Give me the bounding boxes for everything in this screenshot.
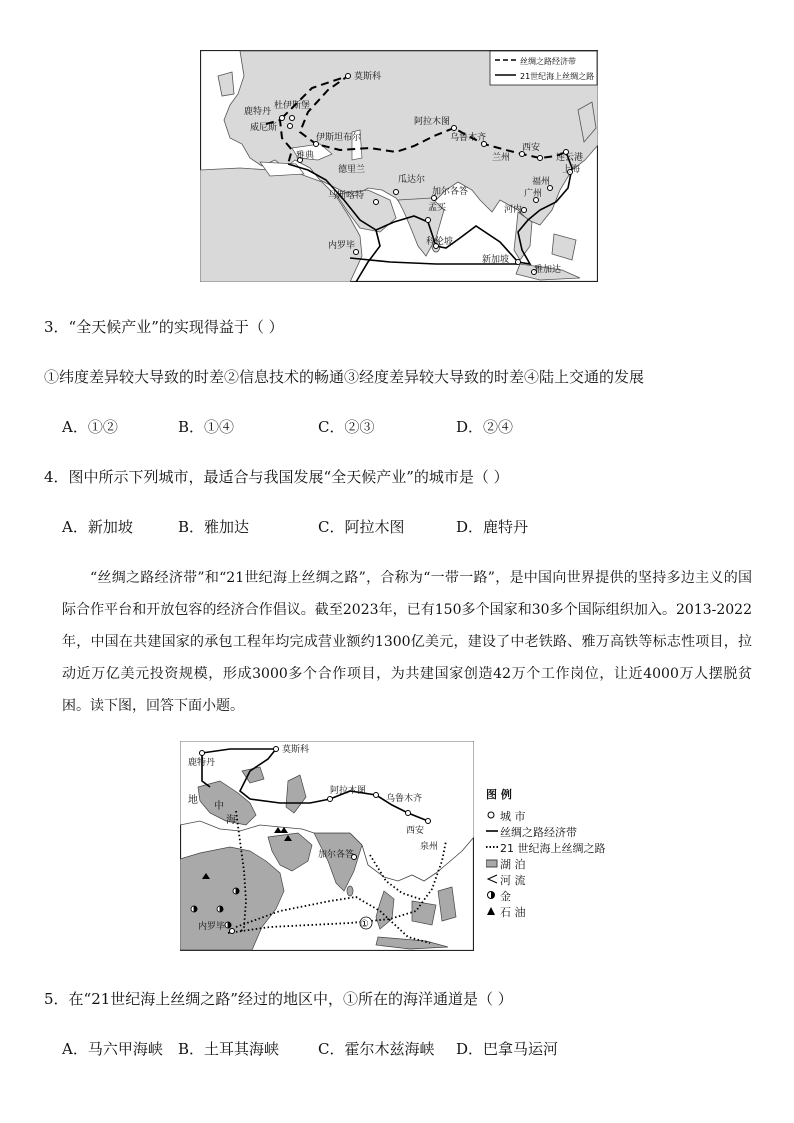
q4-option-d[interactable]: D．鹿特丹	[456, 518, 529, 536]
q3-option-b[interactable]: B．①④	[178, 418, 235, 436]
map2-legend-label: 金	[500, 890, 511, 903]
map2-sea-label-1: 地	[188, 795, 198, 806]
map2-city-xian: 西安	[406, 826, 425, 836]
dotted-line-icon	[486, 842, 500, 855]
passage-paragraph: “丝绸之路经济带”和“21世纪海上丝绸之路”，合称为“一带一路”，是中国向世界提供的坚持多边主义的国际合作平台和开放包容的经济合作倡议。截至2023年，已有150多个国家和30多个国际组织加入。2013-2022年，中国在共建国家的承包工程年均完成营业额约1300亿美元，建设了中老铁路、雅万高铁等标志性项目，拉动近万亿美元投资规模，形成3000多个合作项目，为共建国家创造42万个工作岗位，让近4000万人摆脱贫困。读下图，回答下面小题。	[62, 570, 752, 714]
silk-road-map-2	[180, 741, 474, 951]
q4-option-c[interactable]: C．阿拉木图	[318, 518, 405, 536]
map1-city-duisburg: 杜伊斯堡	[274, 101, 311, 111]
map2-sea-label-2: 中	[214, 801, 224, 812]
map2-legend-label: 21 世纪海上丝绸之路	[500, 842, 606, 855]
map1-legend-land: 丝绸之路经济带	[520, 57, 576, 66]
map2-city-rotterdam: 鹿特丹	[188, 758, 216, 768]
map1-city-rotterdam: 鹿特丹	[244, 107, 272, 117]
map1-city-delhi: 德里兰	[338, 165, 366, 175]
q5-option-c[interactable]: C．霍尔木兹海峡	[318, 1040, 435, 1058]
map1-city-hanoi: 河内	[504, 205, 523, 215]
map2-city-nairobi: 内罗毕	[198, 922, 226, 932]
map1-city-nairobi: 内罗毕	[328, 241, 356, 251]
oil-icon	[486, 906, 500, 919]
map1-city-urumqi: 乌鲁木齐	[450, 133, 487, 143]
q5-stem: 5．在“21世纪海上丝绸之路”经过的地区中，①所在的海洋通道是（ ）	[44, 990, 513, 1008]
map2-legend-row	[486, 904, 626, 920]
q5-option-a[interactable]: A．马六甲海峡	[62, 1040, 163, 1058]
map1-city-muscat: 马斯喀特	[328, 191, 365, 201]
map2-marker-1: ①	[360, 919, 369, 930]
solid-line-icon	[486, 826, 500, 839]
q3-option-d[interactable]: D．②④	[456, 418, 514, 436]
q4-stem: 4．图中所示下列城市，最适合与我国发展“全天候产业”的城市是（ ）	[44, 468, 509, 486]
map2-legend-label: 石 油	[500, 906, 526, 919]
map2-legend-label: 城 市	[500, 810, 526, 823]
map2-legend-label: 河 流	[500, 874, 526, 887]
map2-legend-label: 丝绸之路经济带	[500, 826, 577, 839]
map1-city-venice: 威尼斯	[250, 123, 278, 133]
map1-city-jakarta: 雅加达	[534, 265, 562, 275]
map2-legend-row	[486, 888, 626, 904]
map1-city-singapore: 新加坡	[482, 255, 510, 265]
map1-city-xian: 西安	[522, 143, 541, 153]
map1-city-gwadar: 瓜达尔	[398, 175, 426, 185]
map1-city-almaty: 阿拉木图	[414, 117, 451, 127]
q4-option-b[interactable]: B．雅加达	[178, 518, 250, 536]
silk-road-map-1	[200, 50, 598, 282]
map2-legend-row	[486, 808, 626, 824]
reading-passage	[62, 562, 752, 722]
map1-city-istanbul: 伊斯坦布尔	[316, 133, 362, 143]
q5-option-d[interactable]: D．巴拿马运河	[456, 1040, 559, 1058]
map2-city-quanzhou: 泉州	[420, 842, 439, 852]
map2-legend-row	[486, 856, 626, 872]
q3-option-a[interactable]: A．①②	[62, 418, 118, 436]
map2-city-urumqi: 乌鲁木齐	[386, 794, 423, 804]
map2-legend-label: 湖 泊	[500, 858, 526, 871]
map1-city-fuzhou: 福州	[532, 177, 551, 187]
map2-legend-row	[486, 872, 626, 888]
map1-legend-sea: 21世纪海上丝绸之路	[520, 72, 595, 81]
map2-sea-label-3: 海	[226, 815, 236, 826]
map2-legend-row	[486, 840, 626, 856]
map2-legend-title: 图 例	[486, 788, 512, 801]
map2-city-almaty: 阿拉木图	[330, 786, 367, 796]
map2-legend	[486, 786, 626, 920]
map1-city-lianyungang: 连云港	[556, 153, 584, 163]
city-symbol-icon	[486, 810, 500, 823]
map1-city-guangzhou: 广州	[524, 189, 543, 199]
map1-city-athens: 雅典	[296, 151, 315, 161]
map2-city-kolkata: 加尔各答	[318, 850, 355, 860]
river-icon	[486, 874, 500, 887]
map1-city-shanghai: 上海	[562, 165, 581, 175]
map1-city-colombo: 科伦坡	[426, 237, 454, 247]
map2-city-moscow: 莫斯科	[282, 745, 310, 755]
lake-icon	[486, 858, 500, 871]
map1-city-moscow: 莫斯科	[354, 72, 382, 82]
gold-icon	[486, 890, 500, 903]
q3-items: ①纬度差异较大导致的时差②信息技术的畅通③经度差异较大导致的时差④陆上交通的发展	[44, 368, 645, 386]
q4-option-a[interactable]: A．新加坡	[62, 518, 133, 536]
map1-city-mumbai: 孟买	[428, 203, 447, 213]
map1-city-kolkata: 加尔各答	[432, 187, 469, 197]
map2-legend-row	[486, 824, 626, 840]
q3-stem: 3．“全天候产业”的实现得益于（ ）	[44, 318, 284, 336]
q3-option-c[interactable]: C．②③	[318, 418, 375, 436]
q5-option-b[interactable]: B．土耳其海峡	[178, 1040, 280, 1058]
map1-city-lanzhou: 兰州	[492, 153, 511, 163]
